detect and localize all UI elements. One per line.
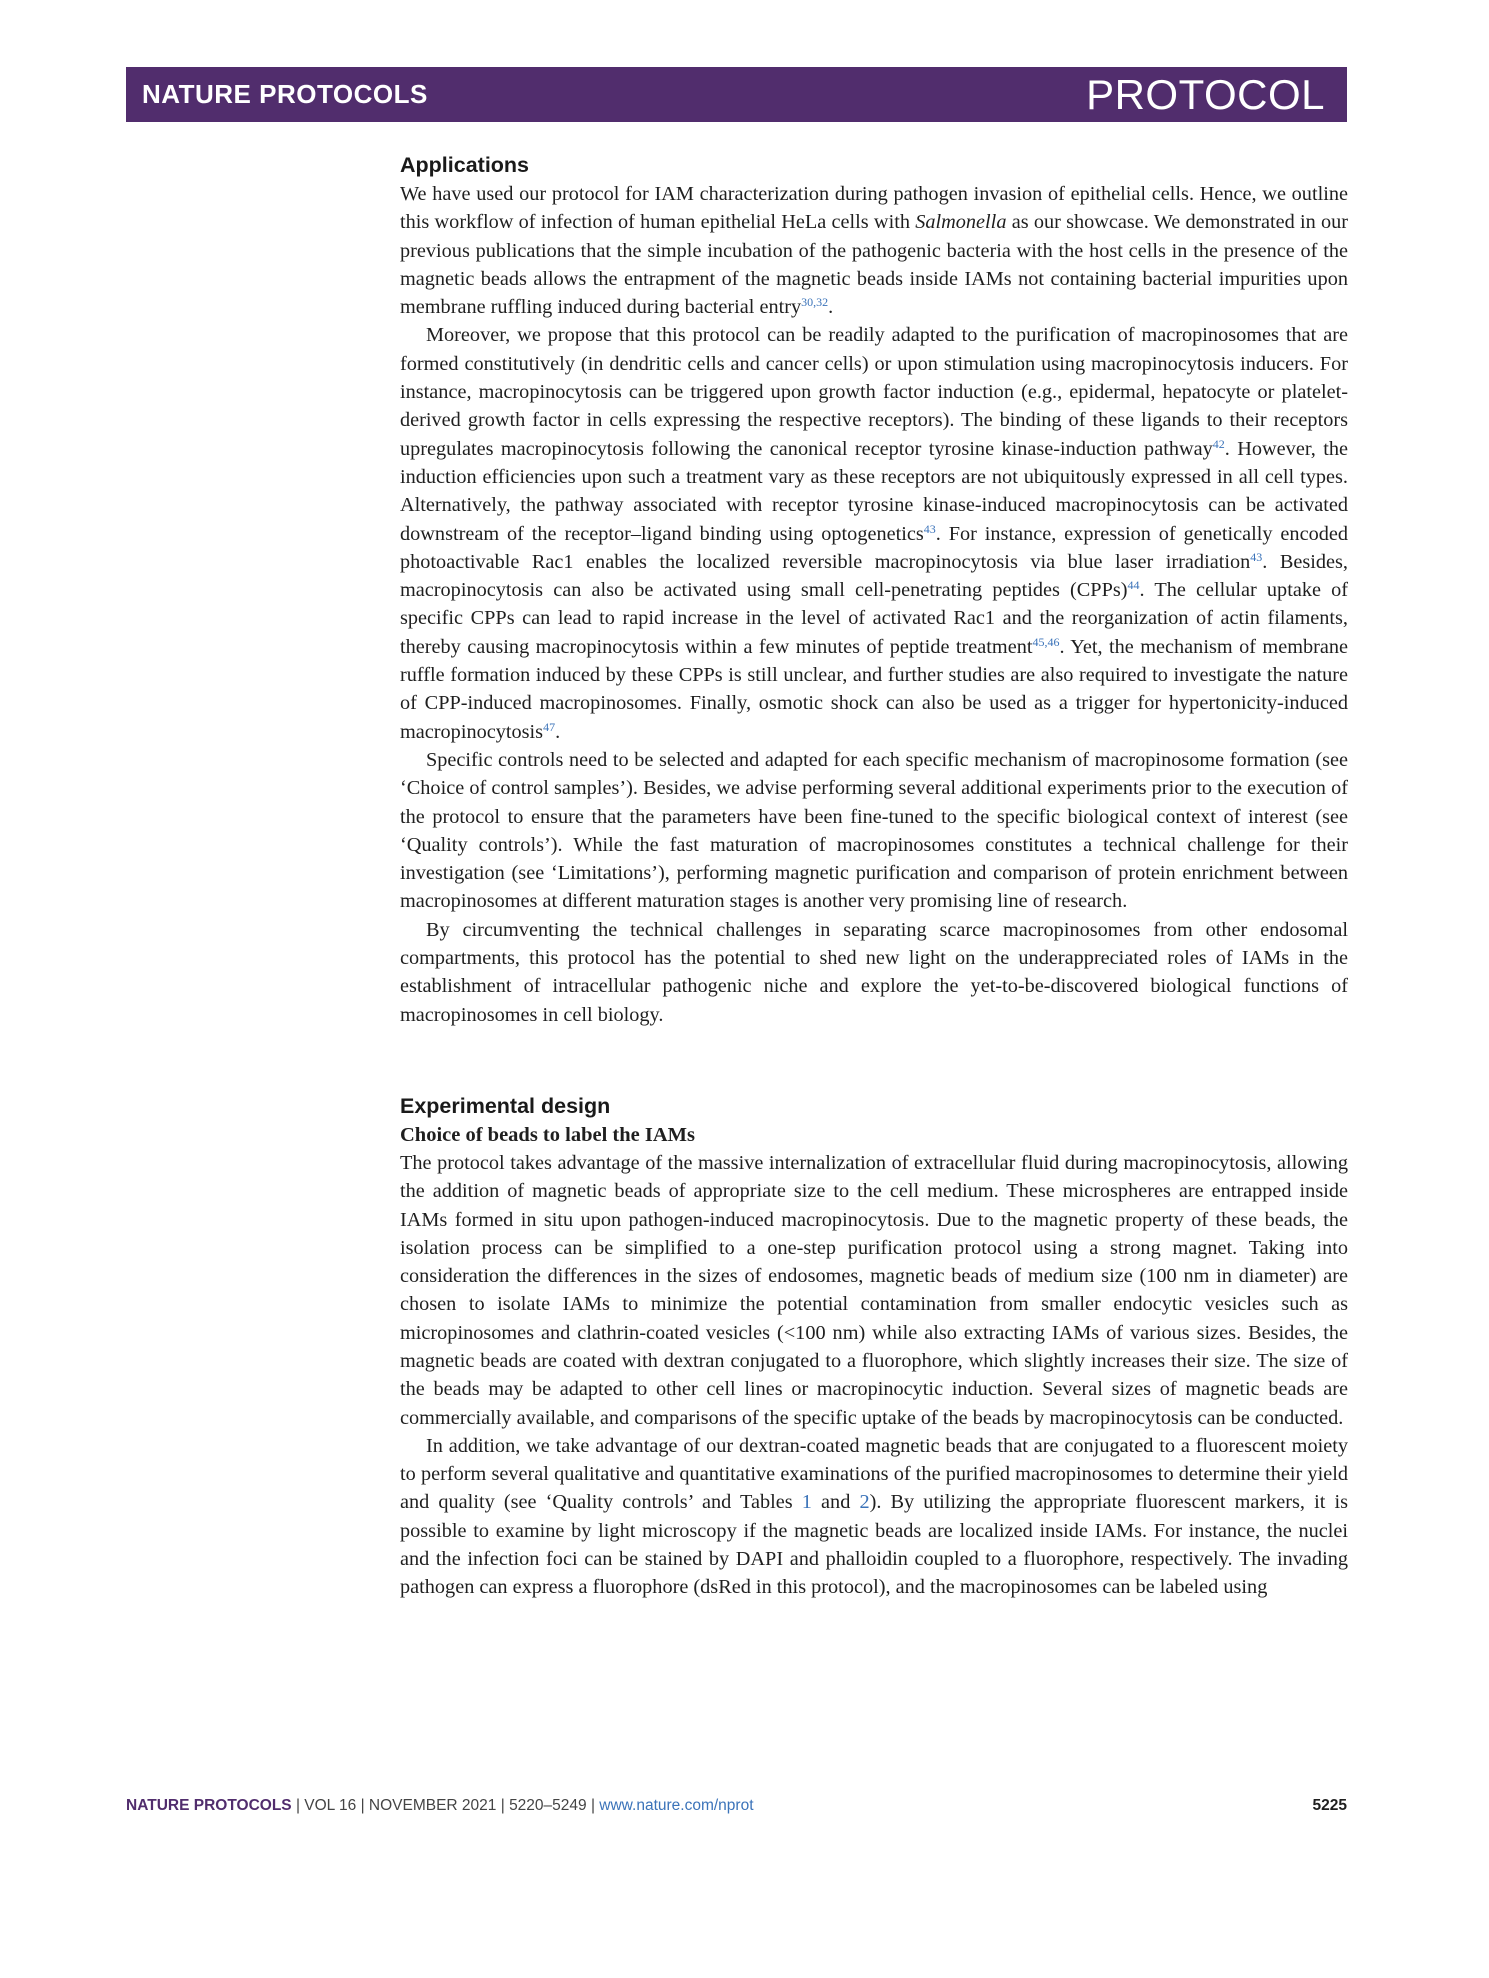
paragraph: The protocol takes advantage of the massive internalization of extracellular fluid during macropinocytosis, allowing the addition of magnetic beads of appropriate size to the cell medium. These microspheres are entrapped inside IAMs formed in situ upon pathogen-induced macropinocytosis. Due to the magnetic property of these beads, the isolation process can be simplified to a one-step purification protocol using a strong magnet. Taking into consideration the differences in the sizes of endosomes, magnetic beads of medium size (100 nm in diameter) are chosen to isolate IAMs to minimize the potential contamination from smaller endocytic vesicles such as micropinosomes and clathrin-coated vesicles (<100 nm) while also extracting IAMs of various sizes. Besides, the magnetic beads are coated with dextran conjugated to a fluorophore, which slightly increases their size. The size of the beads may be adapted to other cell lines or macropinocytic induction. Several sizes of magnetic beads are commercially available, and comparisons of the specific uptake of the beads by macropinocytosis can be conducted. (400, 1151, 1348, 1429)
text-run: We have used our protocol for IAM characterization during pathogen invasion of epithelial cells. Hence, we outline this workflow of infection of human epithelial HeLa cells with (400, 183, 1348, 234)
table-link[interactable]: 2 (859, 1491, 870, 1514)
journal-name: NATURE PROTOCOLS (142, 79, 428, 109)
journal-header-bar (126, 67, 1347, 122)
citation-link[interactable]: 42 (1212, 436, 1225, 451)
text-run: . Besides, macropinocytosis can also be activated using small cell-penetrating peptides (CPPs) (400, 550, 1348, 602)
footer-date: NOVEMBER 2021 (368, 1797, 497, 1814)
citation-link[interactable]: 30,32 (801, 295, 829, 310)
text-run: Moreover, we propose that this protocol can be readily adapted to the purification of macropinosomes that are formed constitutively (in dendritic cells and cancer cells) or upon stimulation using macropinocytosis inducers. For instance, macropinocytosis can be triggered upon growth factor induction (e.g., epidermal, hepatocyte or platelet-derived growth factor in cells expressing the respective receptors). The binding of these ligands to their receptors upregulates macropinocytosis following the canonical receptor tyrosine kinase-induction pathway (400, 324, 1348, 460)
article-body (400, 150, 1348, 1602)
footer-pages: 5220–5249 (509, 1797, 587, 1814)
text-run: as our showcase. We demonstrated in our previous publications that the simple incubation of the pathogenic bacteria with the host cells in the presence of the magnetic beads allows the entrapment of the magnetic beads inside IAMs not containing bacterial impurities upon membrane ruffling induced during bacterial entry (400, 211, 1348, 319)
citation-link[interactable]: 43 (923, 521, 936, 536)
text-run: . (828, 296, 834, 319)
article-type: PROTOCOL (1086, 71, 1325, 118)
page-number: 5225 (1312, 1797, 1347, 1814)
citation-link[interactable]: 47 (543, 719, 556, 734)
paragraph: By circumventing the technical challenges in separating scarce macropinosomes from other endosomal compartments, this protocol has the potential to shed new light on the underappreciated roles of IAMs in the establishment of intracellular pathogenic niche and explore the yet-to-be-discovered biological functions of macropinosomes in cell biology. (400, 918, 1348, 1026)
text-run: . For instance, expression of genetically encoded photoactivable Rac1 enables the localized reversible macropinocytosis via blue laser irradiation (400, 522, 1348, 573)
section-title-experimental-design: Experimental design (400, 1093, 611, 1118)
italic-species: Salmonella (915, 211, 1007, 234)
footer-volume: VOL 16 (304, 1797, 357, 1814)
page-footer (126, 1797, 1347, 1815)
citation-link[interactable]: 44 (1127, 578, 1140, 593)
table-link[interactable]: 1 (801, 1491, 812, 1514)
paragraph (400, 180, 1348, 321)
text-run: In addition, we take advantage of our dextran-coated magnetic beads that are conjugated to a fluorescent moiety to perform several qualitative and quantitative examinations of the purified macropinosomes to determine their yield and quality (see ‘Quality controls’ and Tables (400, 1434, 1348, 1514)
text-run: . However, the induction efficiencies upon such a treatment vary as these receptors are not ubiquitously expressed in all cell types. Alternatively, the pathway associated with receptor tyrosine kinase-induced macropinocytosis can be activated downstream of the receptor–ligand binding using optogenetics (400, 437, 1349, 545)
footer-separator: | (496, 1797, 510, 1814)
paragraph (400, 1432, 1348, 1602)
text-run: . The cellular uptake of specific CPPs can lead to rapid increase in the level of activated Rac1 and the reorganization of actin filaments, thereby causing macropinocytosis within a few minutes of peptide treatment (400, 579, 1348, 658)
text-run: ). By utilizing the appropriate fluorescent markers, it is possible to examine by light microscopy if the magnetic beads are localized inside IAMs. For instance, the nuclei and the infection foci can be stained by DAPI and phalloidin coupled to a fluorophore, respectively. The invading pathogen can express a fluorophore (dsRed in this protocol), and the macropinosomes can be labeled using (400, 1491, 1348, 1599)
citation-link[interactable]: 43 (1250, 549, 1263, 564)
footer-separator: | (586, 1797, 600, 1814)
footer-url-link[interactable]: www.nature.com/nprot (599, 1797, 754, 1814)
text-run: . Yet, the mechanism of membrane ruffle formation induced by these CPPs is still unclear, and further studies are also required to investigate the nature of CPP-induced macropinosomes. Finally, osmotic shock can also be used as a trigger for hypertonicity-induced macropinocytosis (400, 635, 1349, 743)
footer-separator: | (356, 1797, 369, 1814)
section-spacer (400, 1029, 1348, 1091)
citation-link[interactable]: 45,46 (1032, 634, 1060, 649)
section-title-applications: Applications (400, 153, 530, 177)
subsection-title: Choice of beads to label the IAMs (400, 1123, 695, 1146)
text-run: . (555, 720, 561, 743)
footer-journal: NATURE PROTOCOLS (126, 1797, 292, 1814)
footer-separator: | (291, 1797, 305, 1814)
paragraph: Specific controls need to be selected and adapted for each specific mechanism of macropinosome formation (see ‘Choice of control samples’). Besides, we advise performing several additional experiments prior to the execution of the protocol to ensure that the parameters have been fine-tuned to the specific biological context of interest (see ‘Quality controls’). While the fast maturation of macropinosomes constitutes a technical challenge for their investigation (see ‘Limitations’), performing magnetic purification and comparison of protein enrichment between macropinosomes at different maturation stages is another very promising line of research. (400, 748, 1348, 913)
paragraph (400, 321, 1348, 745)
text-run: and (811, 1491, 860, 1514)
